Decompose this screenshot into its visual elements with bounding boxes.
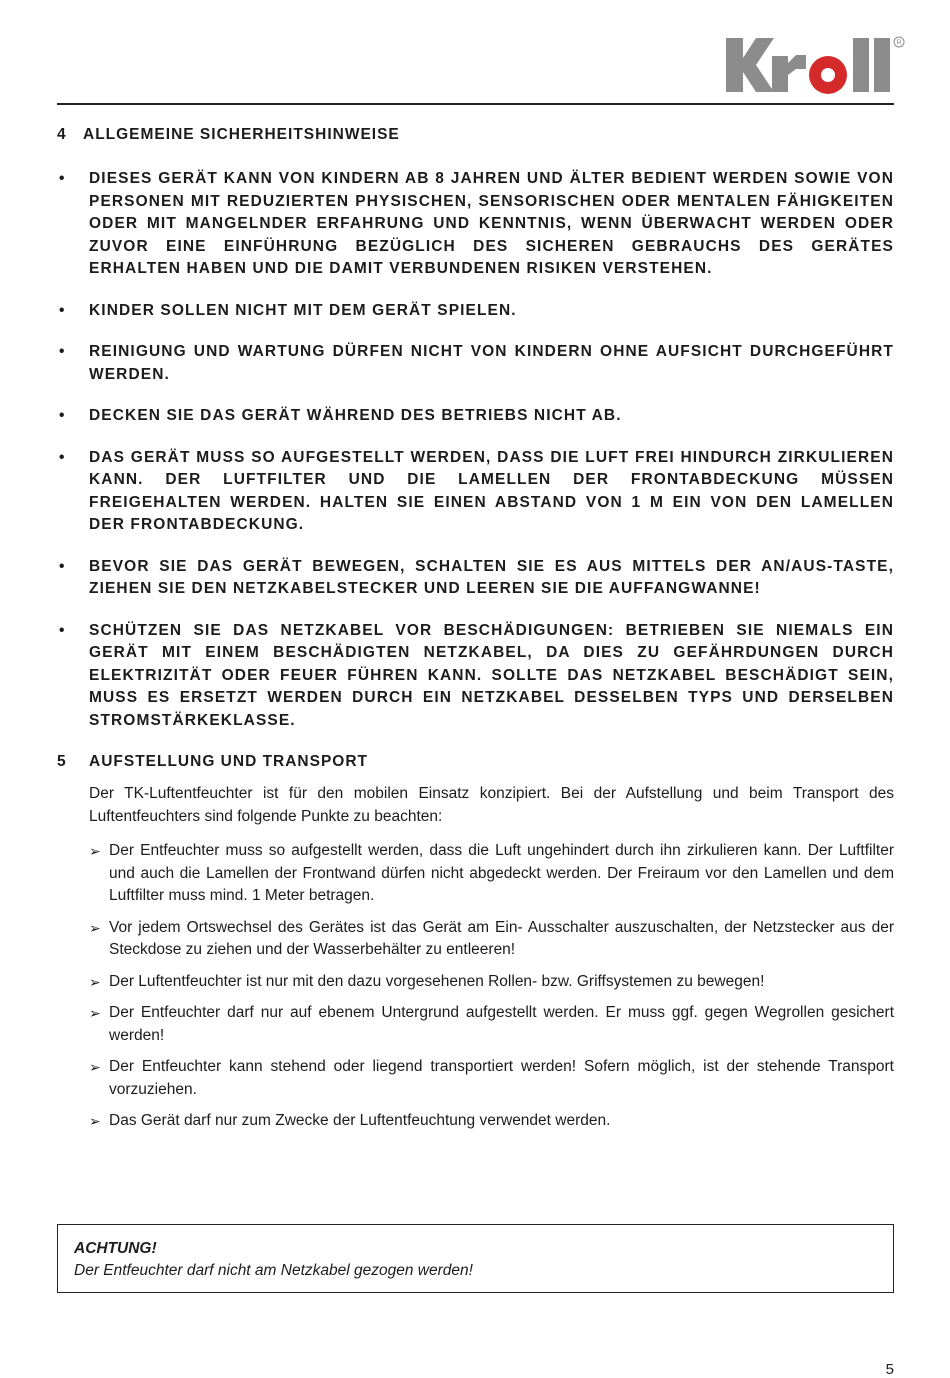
warning-item (57, 556, 894, 601)
section-number: 5 (57, 753, 67, 770)
list-item-text: Der Entfeuchter kann stehend oder liegend transportiert werden! Sofern möglich, ist der stehende Transport vorzuziehen. (109, 1058, 894, 1098)
warning-text: DIESES GERÄT KANN VON KINDERN AB 8 JAHREN UND ÄLTER BEDIENT WERDEN SOWIE VON PERSONEN MIT REDUZIERTEN PHYSISCHEN, SENSORISCHEN ODER MENTALEN FÄHIGKEITEN ODER MIT MANGELNDER ERFAHRUNG UND KENNTNIS, WENN ÜBERWACHT WERDEN ODER ZUVOR EINE EINFÜHRUNG BEZÜGLICH DES SICHEREN GEBRAUCHS DES GERÄTES ERHALTEN HABEN UND DIE DAMIT VERBUNDENEN RISIKEN VERSTEHEN. (89, 170, 894, 277)
arrow-bullet-icon: ➢ (89, 1059, 101, 1075)
arrow-bullet-icon: ➢ (89, 843, 101, 859)
warning-text: DAS GERÄT MUSS SO AUFGESTELLT WERDEN, DASS DIE LUFT FREI HINDURCH ZIRKULIEREN KANN. DER LUFTFILTER UND DIE LAMELLEN DER FRONTABDECKUNG MÜSSEN FREIGEHALTEN WERDEN. HALTEN SIE EINEN ABSTAND VON 1 M EIN VON DEN LAMELLEN DER FRONTABDECKUNG. (89, 448, 894, 533)
bullet-icon: • (59, 448, 66, 466)
list-item (89, 917, 894, 962)
warning-text: DECKEN SIE DAS GERÄT WÄHREND DES BETRIEBS NICHT AB. (89, 407, 622, 424)
page-number: 5 (885, 1361, 894, 1378)
arrow-bullet-icon: ➢ (89, 1113, 101, 1129)
warning-text: SCHÜTZEN SIE DAS NETZKABEL VOR BESCHÄDIGUNGEN: BETRIEBEN SIE NIEMALS EIN GERÄT MIT EINEM BESCHÄDIGTEN NETZKABEL, DA DIES ZU GEFÄHRDUNGEN DURCH ELEKTRIZITÄT ODER FEUER FÜHREN KANN. SOLLTE DAS NETZKABEL BESCHÄDIGT SEIN, MUSS ES ERSETZT WERDEN DURCH EIN NETZKABEL DESSELBEN TYPS UND DERSELBEN STROMSTÄRKEKLASSE. (89, 621, 894, 729)
page-content (57, 124, 894, 1142)
list-item-text: Der Entfeuchter muss so aufgestellt werden, dass die Luft ungehindert durch ihn zirkulieren kann. Der Luftfilter und auch die Lamellen der Frontwand dürfen nicht abgedeckt werden. Der Freiraum vor den Lamellen und dem Luftfilter muss mind. 1 Meter betragen. (109, 842, 894, 904)
bullet-icon: • (59, 301, 66, 319)
bullet-icon: • (59, 343, 66, 360)
svg-text:R: R (896, 39, 902, 47)
section-title: ALLGEMEINE SICHERHEITSHINWEISE (83, 126, 400, 143)
list-item-text: Der Entfeuchter darf nur auf ebenem Untergrund aufgestellt werden. Er muss ggf. gegen Wegrollen gesichert werden! (109, 1004, 894, 1044)
warning-item (57, 405, 894, 428)
safety-warning-list (57, 168, 894, 732)
warning-text: KINDER SOLLEN NICHT MIT DEM GERÄT SPIELEN. (89, 301, 517, 319)
warning-item (57, 620, 894, 733)
list-item-text: Vor jedem Ortswechsel des Gerätes ist das Gerät am Ein- Ausschalter auszuschalten, der Netzstecker aus der Steckdose zu ziehen und der Wasserbehälter zu entleeren! (109, 918, 894, 958)
warning-text: REINIGUNG UND WARTUNG DÜRFEN NICHT VON KINDERN OHNE AUFSICHT DURCHGEFÜHRT WERDEN. (89, 343, 894, 383)
list-item (89, 1002, 894, 1047)
header-rule (57, 103, 894, 105)
arrow-bullet-icon: ➢ (89, 919, 101, 936)
caution-box (57, 1224, 894, 1293)
caution-text: Der Entfeuchter darf nicht am Netzkabel gezogen werden! (74, 1262, 473, 1279)
list-item-text: Das Gerät darf nur zum Zwecke der Luftentfeuchtung verwendet werden. (109, 1112, 611, 1129)
list-item (89, 840, 894, 908)
bullet-icon: • (59, 621, 66, 639)
bullet-icon: • (59, 557, 66, 575)
section-title: AUFSTELLUNG UND TRANSPORT (89, 753, 369, 770)
arrow-bullet-icon: ➢ (89, 973, 101, 990)
transport-list (89, 840, 894, 1133)
section-number: 4 (57, 126, 67, 143)
list-item (89, 1110, 894, 1133)
list-item (89, 1056, 894, 1101)
warning-text: BEVOR SIE DAS GERÄT BEWEGEN, SCHALTEN SIE ES AUS MITTELS DER AN/AUS-TASTE, ZIEHEN SIE DEN NETZKABELSTECKER UND LEEREN SIE DIE AUFFANGWANNE! (89, 557, 894, 597)
arrow-bullet-icon: ➢ (89, 1005, 101, 1021)
list-item-text: Der Luftentfeuchter ist nur mit den dazu vorgesehenen Rollen- bzw. Griffsystemen zu bewegen! (109, 972, 765, 990)
warning-item (57, 341, 894, 386)
warning-item (57, 300, 894, 323)
bullet-icon: • (59, 407, 66, 424)
section-4-heading (57, 124, 894, 146)
list-item (89, 971, 894, 994)
bullet-icon: • (59, 170, 66, 187)
caution-title: ACHTUNG! (74, 1240, 157, 1257)
section-5-intro: Der TK-Luftentfeuchter ist für den mobilen Einsatz konzipiert. Bei der Aufstellung und beim Transport des Luftentfeuchters sind folgende Punkte zu beachten: (89, 785, 894, 825)
section-5-heading (57, 751, 894, 773)
warning-item (57, 168, 894, 281)
warning-item (57, 447, 894, 537)
kroll-logo (726, 36, 906, 94)
